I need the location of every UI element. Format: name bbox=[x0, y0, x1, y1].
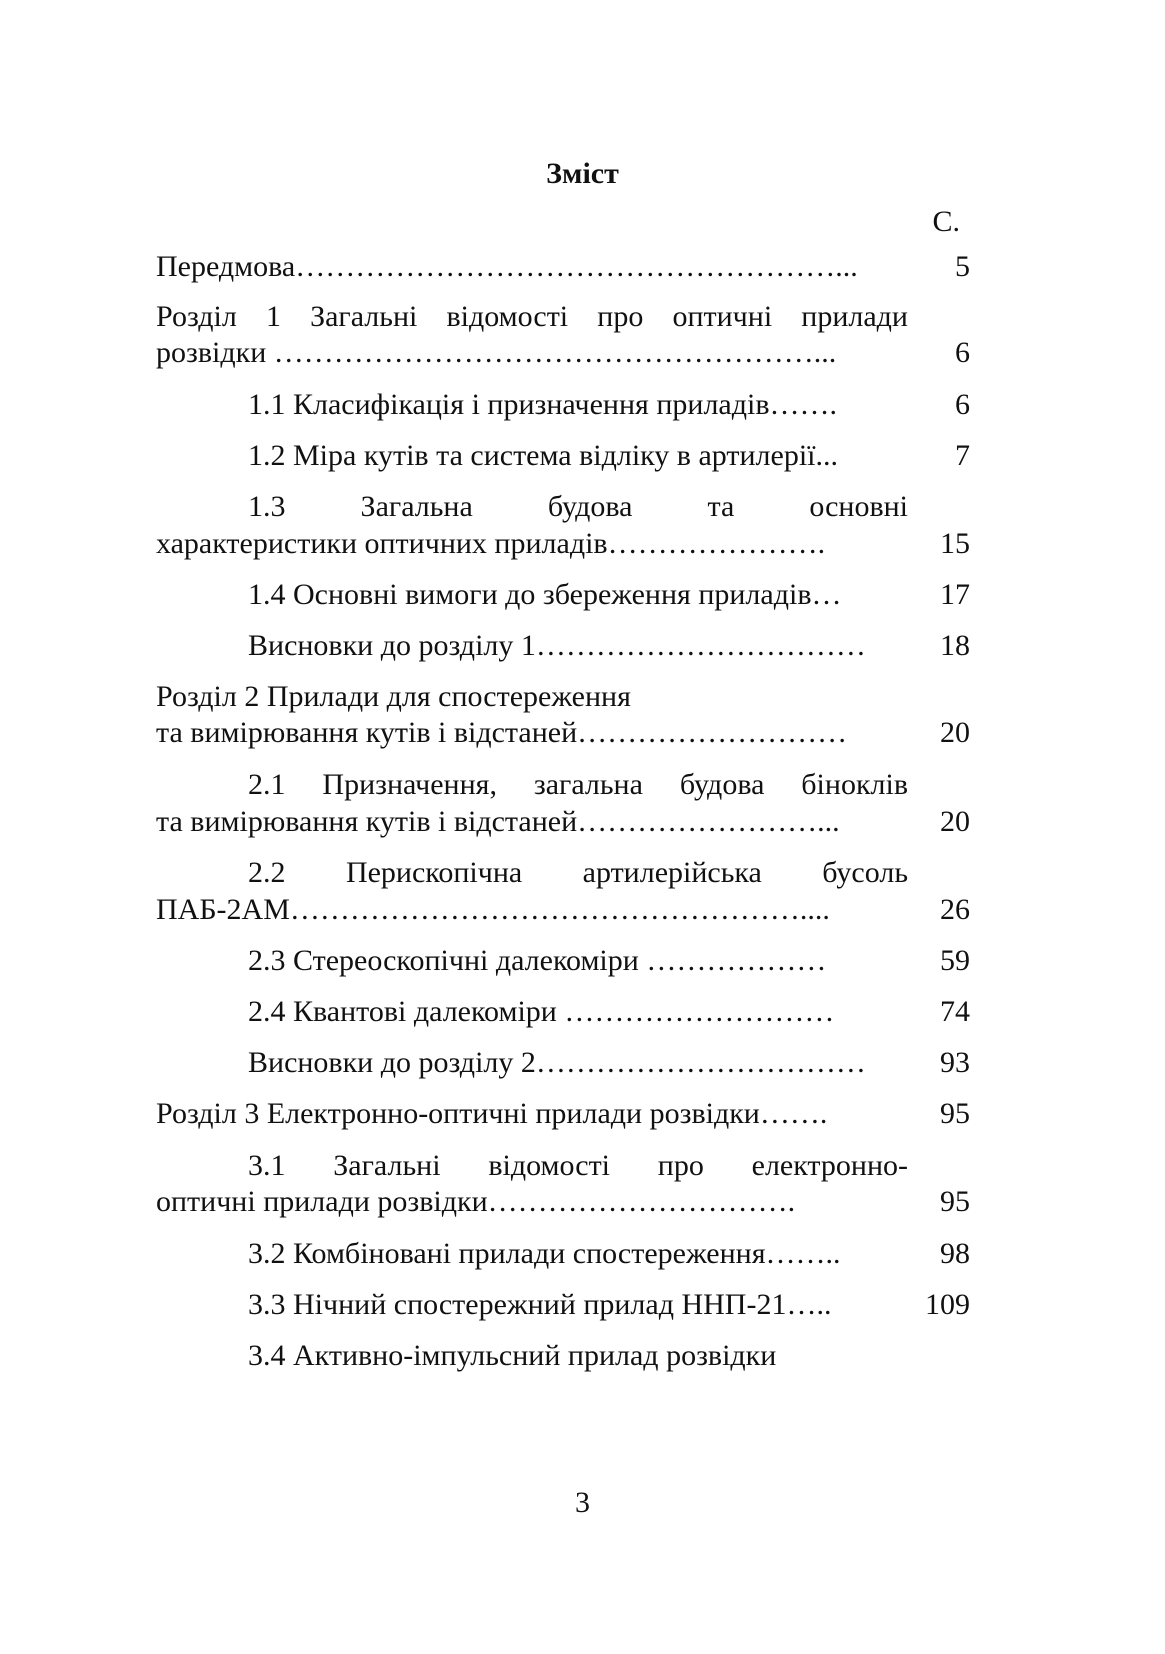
toc-page-section-2-4: 74 bbox=[940, 995, 970, 1028]
toc-page-section-1-4: 17 bbox=[940, 578, 970, 611]
toc-page-chapter-2: 20 bbox=[940, 716, 970, 749]
toc-page-chapter-1: 6 bbox=[955, 336, 970, 369]
toc-entry-section-2-2-line-1: 2.2 Перископічна артилерійська бусоль bbox=[248, 856, 908, 889]
toc-page-section-2-1: 20 bbox=[940, 805, 970, 838]
toc-entry-section-1-1: 1.1 Класифікація і призначення приладів……. bbox=[248, 388, 837, 421]
toc-page-section-3-2: 98 bbox=[940, 1237, 970, 1270]
toc-entry-section-3-3: 3.3 Нічний спостережний прилад ННП-21….. bbox=[248, 1288, 832, 1321]
page-title: Зміст bbox=[546, 157, 619, 190]
toc-page-conclusions-2: 93 bbox=[940, 1046, 970, 1079]
toc-page-section-3-3: 109 bbox=[925, 1288, 970, 1321]
toc-page-section-1-2: 7 bbox=[955, 439, 970, 472]
toc-page-chapter-3: 95 bbox=[940, 1097, 970, 1130]
toc-page-section-1-3: 15 bbox=[940, 527, 970, 560]
toc-entry-section-1-4: 1.4 Основні вимоги до збереження приладів… bbox=[248, 578, 842, 611]
toc-page-section-3-1: 95 bbox=[940, 1185, 970, 1218]
toc-page-section-1-1: 6 bbox=[955, 388, 970, 421]
toc-entry-section-2-1-line-1: 2.1 Призначення, загальна будова біноклів bbox=[248, 768, 908, 801]
toc-page-conclusions-1: 18 bbox=[940, 629, 970, 662]
toc-entry-section-3-1-line-1: 3.1 Загальні відомості про електронно- bbox=[248, 1149, 908, 1182]
toc-entry-chapter-1-line-2: розвідки ………………………………………………... bbox=[156, 336, 837, 369]
toc-entry-section-1-2: 1.2 Міра кутів та система відліку в артилерії... bbox=[248, 439, 839, 472]
toc-page-section-2-2: 26 bbox=[940, 893, 970, 926]
toc-page-section-2-3: 59 bbox=[940, 944, 970, 977]
toc-entry-section-2-2-line-2: ПАБ-2АМ…………………………………………….... bbox=[156, 893, 830, 926]
toc-entry-chapter-2-line-2: та вимірювання кутів і відстаней……………………… bbox=[156, 716, 848, 749]
page-column-label: С. bbox=[932, 205, 960, 238]
toc-entry-conclusions-1: Висновки до розділу 1…………………………… bbox=[248, 629, 866, 662]
toc-entry-section-3-4: 3.4 Активно-імпульсний прилад розвідки bbox=[248, 1339, 777, 1372]
toc-entry-section-2-4: 2.4 Квантові далекоміри ……………………… bbox=[248, 995, 835, 1028]
toc-entry-section-2-1-line-2: та вимірювання кутів і відстаней……………………... bbox=[156, 805, 840, 838]
page-number: 3 bbox=[575, 1486, 590, 1519]
toc-page-preface: 5 bbox=[955, 250, 970, 283]
toc-entry-chapter-3: Розділ 3 Електронно-оптичні прилади розвідки……. bbox=[156, 1097, 828, 1130]
toc-entry-conclusions-2: Висновки до розділу 2…………………………… bbox=[248, 1046, 866, 1079]
toc-entry-chapter-2-line-1: Розділ 2 Прилади для спостереження bbox=[156, 680, 631, 713]
toc-entry-preface: Передмова………………………………………………... bbox=[156, 250, 858, 283]
toc-entry-section-3-1-line-2: оптичні прилади розвідки…………………………. bbox=[156, 1185, 796, 1218]
toc-entry-section-3-2: 3.2 Комбіновані прилади спостереження…….. bbox=[248, 1237, 841, 1270]
toc-entry-section-1-3-line-1: 1.3 Загальна будова та основні bbox=[248, 490, 908, 523]
toc-entry-section-1-3-line-2: характеристики оптичних приладів…………………. bbox=[156, 527, 826, 560]
toc-entry-section-2-3: 2.3 Стереоскопічні далекоміри ……………… bbox=[248, 944, 827, 977]
toc-entry-chapter-1-line-1: Розділ 1 Загальні відомості про оптичні прилади bbox=[156, 300, 908, 333]
